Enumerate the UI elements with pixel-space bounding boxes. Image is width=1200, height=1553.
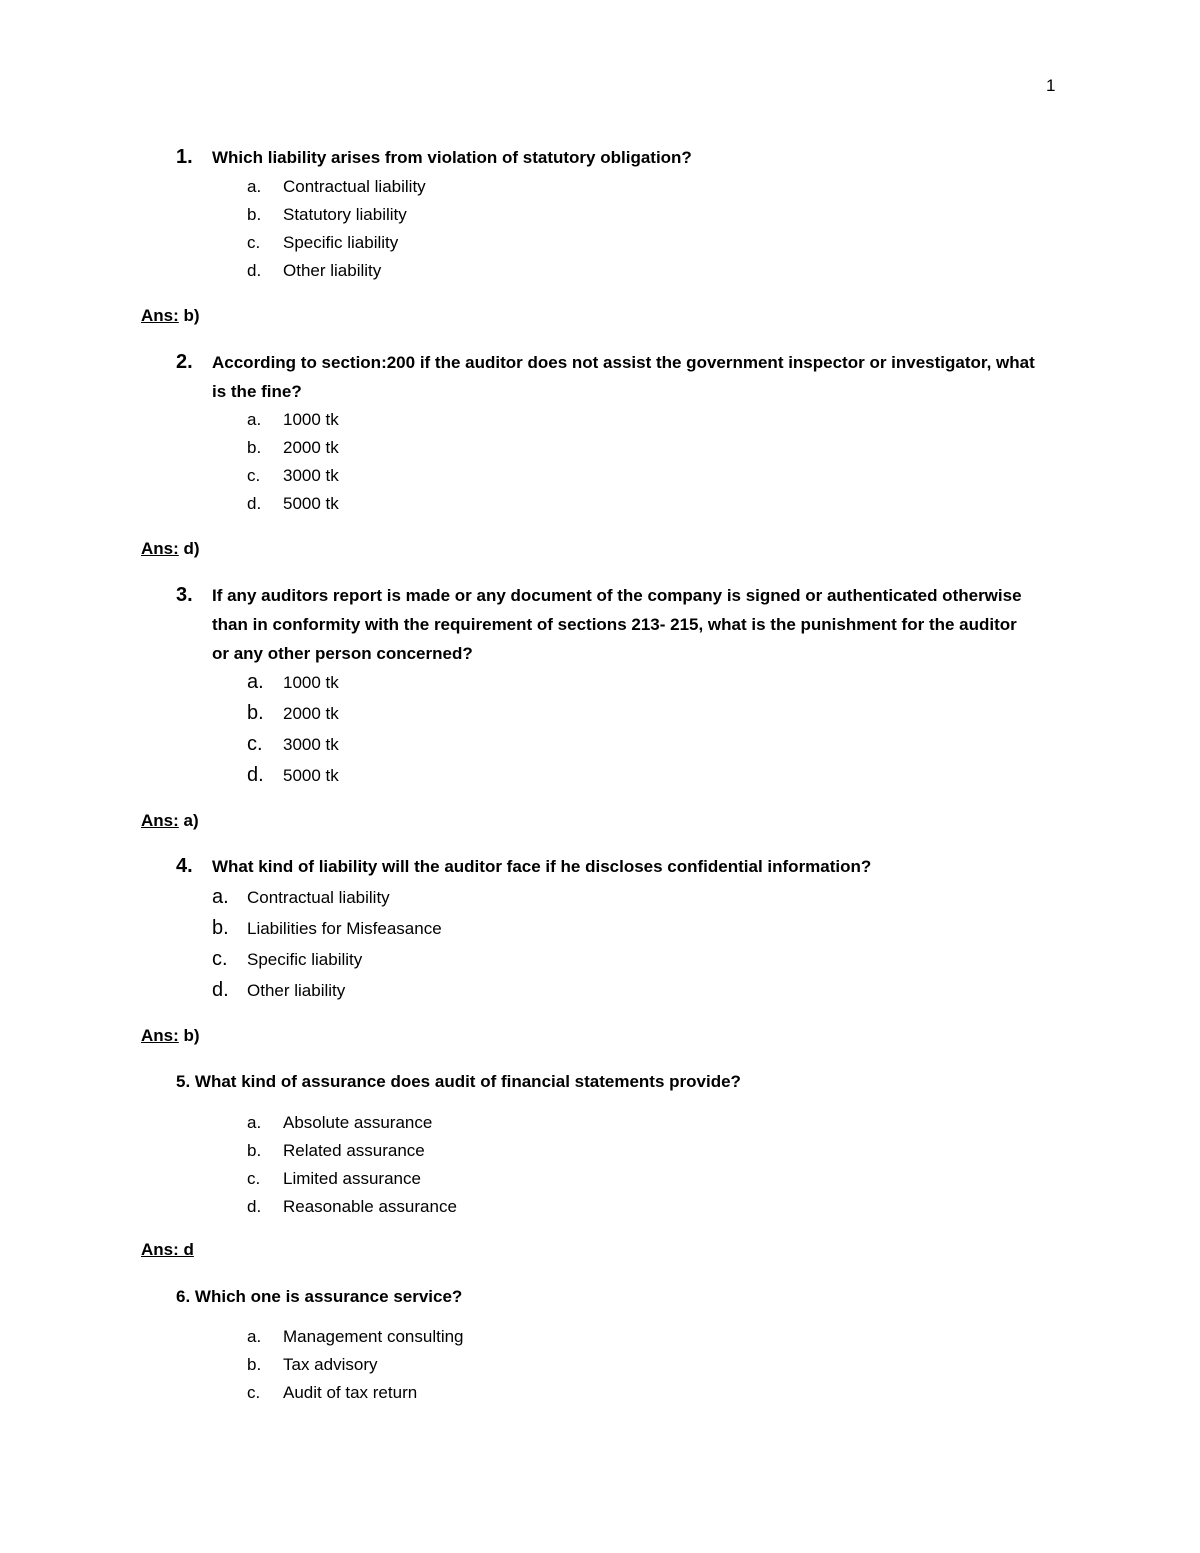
option-text: Absolute assurance bbox=[283, 1113, 433, 1132]
option-text: Contractual liability bbox=[247, 888, 390, 907]
question-number: 4. bbox=[176, 855, 193, 877]
option-text: 3000 tk bbox=[283, 735, 339, 754]
question-text: According to section:200 if the auditor does not assist the government inspector or investigator, what is the fine? bbox=[212, 353, 1035, 401]
option-a bbox=[247, 1109, 457, 1137]
answer-label: Ans: bbox=[141, 811, 179, 830]
answer-label: Ans: d bbox=[141, 1240, 194, 1259]
question-text: If any auditors report is made or any document of the company is signed or authenticated otherwise than in conformity with the requirement of sections 213- 215, what is the punishment for the auditor or any other person concerned? bbox=[212, 586, 1022, 663]
option-letter: c. bbox=[247, 1169, 261, 1188]
option-letter: b. bbox=[247, 702, 264, 724]
option-text: Statutory liability bbox=[283, 205, 407, 224]
option-letter: a. bbox=[247, 671, 264, 693]
question-2 bbox=[176, 348, 1036, 406]
option-b bbox=[247, 434, 339, 462]
option-letter: b. bbox=[247, 1141, 262, 1160]
option-letter: c. bbox=[247, 1383, 261, 1402]
question-text: What kind of liability will the auditor face if he discloses confidential information? bbox=[212, 857, 872, 876]
option-text: 5000 tk bbox=[283, 766, 339, 785]
option-c bbox=[247, 1165, 457, 1193]
option-letter: b. bbox=[247, 438, 262, 457]
option-b bbox=[247, 698, 339, 729]
question-number: 2. bbox=[176, 351, 193, 373]
answer-5 bbox=[141, 1240, 194, 1260]
option-text: 3000 tk bbox=[283, 466, 339, 485]
option-a bbox=[247, 667, 339, 698]
option-d bbox=[247, 490, 339, 518]
option-a bbox=[247, 406, 339, 434]
option-text: Limited assurance bbox=[283, 1169, 421, 1188]
option-letter: c. bbox=[212, 948, 228, 970]
answer-1 bbox=[141, 306, 200, 326]
option-b bbox=[247, 1137, 457, 1165]
option-a bbox=[247, 173, 426, 201]
option-letter: d. bbox=[247, 1197, 262, 1216]
option-a bbox=[212, 882, 442, 913]
option-letter: b. bbox=[247, 205, 262, 224]
question-2-options bbox=[247, 406, 339, 518]
question-3 bbox=[176, 581, 1036, 668]
answer-label: Ans: bbox=[141, 539, 179, 558]
question-4 bbox=[176, 852, 1036, 881]
question-1-options bbox=[247, 173, 426, 285]
option-d bbox=[247, 760, 339, 791]
option-text: Specific liability bbox=[247, 950, 363, 969]
answer-value: a) bbox=[178, 811, 199, 830]
question-text: What kind of assurance does audit of financial statements provide? bbox=[194, 1072, 741, 1091]
question-number: 6. bbox=[176, 1287, 191, 1306]
option-letter: d. bbox=[247, 261, 262, 280]
answer-2 bbox=[141, 539, 200, 559]
option-text: Tax advisory bbox=[283, 1355, 378, 1374]
option-text: Other liability bbox=[283, 261, 382, 280]
option-b bbox=[247, 1351, 464, 1379]
answer-4 bbox=[141, 1026, 200, 1046]
option-d bbox=[212, 975, 442, 1006]
option-text: 5000 tk bbox=[283, 494, 339, 513]
option-text: Audit of tax return bbox=[283, 1383, 418, 1402]
option-text: Related assurance bbox=[283, 1141, 425, 1160]
question-number: 5. bbox=[176, 1072, 191, 1091]
question-5-options bbox=[247, 1109, 457, 1221]
question-6 bbox=[176, 1282, 1036, 1311]
option-c bbox=[247, 462, 339, 490]
option-letter: a. bbox=[212, 886, 229, 908]
option-letter: d. bbox=[247, 764, 264, 786]
answer-value: b) bbox=[178, 1026, 200, 1045]
question-4-options bbox=[212, 882, 442, 1006]
option-letter: a. bbox=[247, 1327, 262, 1346]
question-text: Which one is assurance service? bbox=[194, 1287, 463, 1306]
question-number: 3. bbox=[176, 584, 193, 606]
option-letter: c. bbox=[247, 733, 263, 755]
option-text: Management consulting bbox=[283, 1327, 464, 1346]
option-text: 1000 tk bbox=[283, 673, 339, 692]
option-c bbox=[212, 944, 442, 975]
question-6-options bbox=[247, 1323, 464, 1407]
option-letter: a. bbox=[247, 177, 262, 196]
answer-value: b) bbox=[178, 306, 200, 325]
page-number: 1 bbox=[1046, 76, 1056, 95]
option-c bbox=[247, 1379, 464, 1407]
question-3-options bbox=[247, 667, 339, 791]
question-5 bbox=[176, 1067, 1036, 1096]
option-letter: a. bbox=[247, 410, 262, 429]
answer-label: Ans: bbox=[141, 306, 179, 325]
answer-value: d) bbox=[178, 539, 200, 558]
option-d bbox=[247, 1193, 457, 1221]
option-letter: b. bbox=[212, 917, 229, 939]
option-letter: a. bbox=[247, 1113, 262, 1132]
option-letter: b. bbox=[247, 1355, 262, 1374]
answer-3 bbox=[141, 811, 199, 831]
question-number: 1. bbox=[176, 146, 193, 168]
answer-label: Ans: bbox=[141, 1026, 179, 1045]
option-text: Contractual liability bbox=[283, 177, 426, 196]
option-text: Specific liability bbox=[283, 233, 399, 252]
option-b bbox=[247, 201, 426, 229]
option-text: Reasonable assurance bbox=[283, 1197, 457, 1216]
option-c bbox=[247, 729, 339, 760]
option-c bbox=[247, 229, 426, 257]
option-letter: c. bbox=[247, 466, 261, 485]
option-d bbox=[247, 257, 426, 285]
option-text: Liabilities for Misfeasance bbox=[247, 919, 442, 938]
option-letter: d. bbox=[247, 494, 262, 513]
option-text: 1000 tk bbox=[283, 410, 339, 429]
question-text: Which liability arises from violation of statutory obligation? bbox=[212, 148, 692, 167]
option-text: 2000 tk bbox=[283, 438, 339, 457]
option-letter: d. bbox=[212, 979, 229, 1001]
option-a bbox=[247, 1323, 464, 1351]
question-1 bbox=[176, 143, 1036, 172]
option-text: Other liability bbox=[247, 981, 346, 1000]
option-letter: c. bbox=[247, 233, 261, 252]
option-text: 2000 tk bbox=[283, 704, 339, 723]
option-b bbox=[212, 913, 442, 944]
